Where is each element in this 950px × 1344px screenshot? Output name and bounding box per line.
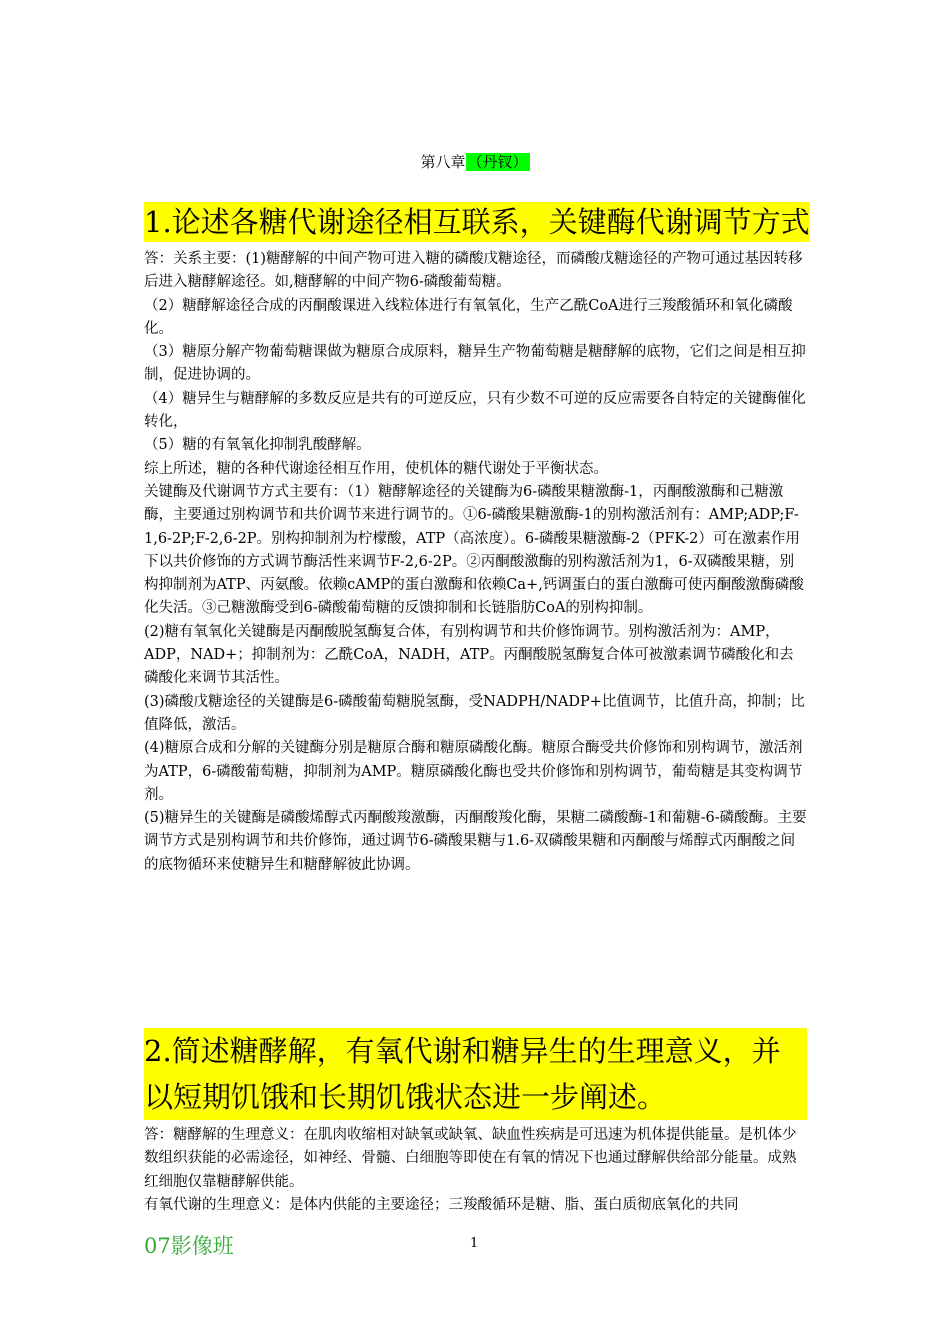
paragraph: 关键酶及代谢调节方式主要有：（1）糖酵解途径的关键酶为6-磷酸果糖激酶-1，丙酮酸激酶和己糖激酶，主要通过别构调节和共价调节来进行调节的。①6-磷酸果糖激酶-1的别构激活剂有：AMP;ADP;F-1,6-2P;F-2,6-2P。别构抑制剂为柠檬酸，ATP（高浓度）。6-磷酸果糖激酶-2（PFK-2）可在激素作用下以共价修饰的方式调节酶活性来调节F-2,6-2P。②丙酮酸激酶的别构激活剂为1，6-双磷酸果糖，别构抑制剂为ATP、丙氨酸。依赖cAMP的蛋白激酶和依赖Ca+,钙调蛋白的蛋白激酶可使丙酮酸激酶磷酸化失活。③己糖激酶受到6-磷酸葡萄糖的反馈抑制和长链脂肪CoA的别构抑制。 [144,483,804,617]
chapter-author-highlight: （丹钗） [467,153,528,171]
section-1-heading: 1.论述各糖代谢途径相互联系，关键酶代谢调节方式 [144,202,810,242]
section-2-heading: 2.简述糖酵解，有氧代谢和糖异生的生理意义，并以短期饥饿和长期饥饿状态进一步阐述。 [144,1028,807,1120]
paragraph: (5)糖异生的关键酶是磷酸烯醇式丙酮酸羧激酶，丙酮酸羧化酶，果糖二磷酸酶-1和葡糖-6-磷酸酶。主要调节方式是别构调节和共价修饰，通过调节6-磷酸果糖与1.6-双磷酸果糖和丙酮酸与烯醇式丙酮酸之间的底物循环来使糖异生和糖酵解彼此协调。 [144,810,807,873]
paragraph: (3)磷酸戊糖途径的关键酶是6-磷酸葡萄糖脱氢酶，受NADPH/NADP+比值调节，比值升高，抑制；比值降低，激活。 [144,693,805,733]
paragraph: 答：糖酵解的生理意义：在肌肉收缩相对缺氧或缺氧、缺血性疾病是可迅速为机体提供能量。是机体少数组织获能的必需途径，如神经、骨髓、白细胞等即使在有氧的情况下也通过酵解供给部分能量。成熟红细胞仅靠糖酵解供能。 [144,1127,797,1190]
chapter-title-text: 第八章 [420,153,466,171]
paragraph: 有氧代谢的生理意义：是体内供能的主要途径；三羧酸循环是糖、脂、蛋白质彻底氧化的共同 [144,1196,739,1213]
paragraph: （5）糖的有氧氧化抑制乳酸酵解。 [144,437,371,454]
paragraph: (2)糖有氧氧化关键酶是丙酮酸脱氢酶复合体，有别构调节和共价修饰调节。别构激活剂为：AMP，ADP，NAD+；抑制剂为：乙酰CoA，NADH，ATP。丙酮酸脱氢酶复合体可被激素调节磷酸化和去磷酸化来调节其活性。 [144,623,794,687]
paragraph: （3）糖原分解产物葡萄糖课做为糖原合成原料，糖异生产物葡萄糖是糖酵解的底物，它们之间是相互抑制，促进协调的。 [144,344,806,384]
paragraph: 答：关系主要：(1)糖酵解的中间产物可进入糖的磷酸戊糖途径，而磷酸戊糖途径的产物可通过基因转移后进入糖酵解途径。如,糖酵解的中间产物6-磷酸葡萄糖。 [144,251,803,291]
section-1-body [144,248,808,877]
section-2-body [144,1124,808,1217]
footer-class-label: 07影像班 [144,1234,234,1258]
chapter-title [0,152,950,172]
paragraph: 综上所述，糖的各种代谢途径相互作用，使机体的糖代谢处于平衡状态。 [144,460,608,477]
paragraph: （2）糖酵解途径合成的丙酮酸课进入线粒体进行有氧氧化，生产乙酰CoA进行三羧酸循环和氧化磷酸化。 [144,297,793,337]
page-number: 1 [470,1236,479,1251]
paragraph: (4)糖原合成和分解的关键酶分别是糖原合酶和糖原磷酸化酶。糖原合酶受共价修饰和别构调节，激活剂为ATP，6-磷酸葡萄糖，抑制剂为AMP。糖原磷酸化酶也受共价修饰和别构调节，葡萄糖是其变构调节剂。 [144,740,803,803]
paragraph: （4）糖异生与糖酵解的多数反应是共有的可逆反应，只有少数不可逆的反应需要各自特定的关键酶催化转化， [144,390,806,431]
